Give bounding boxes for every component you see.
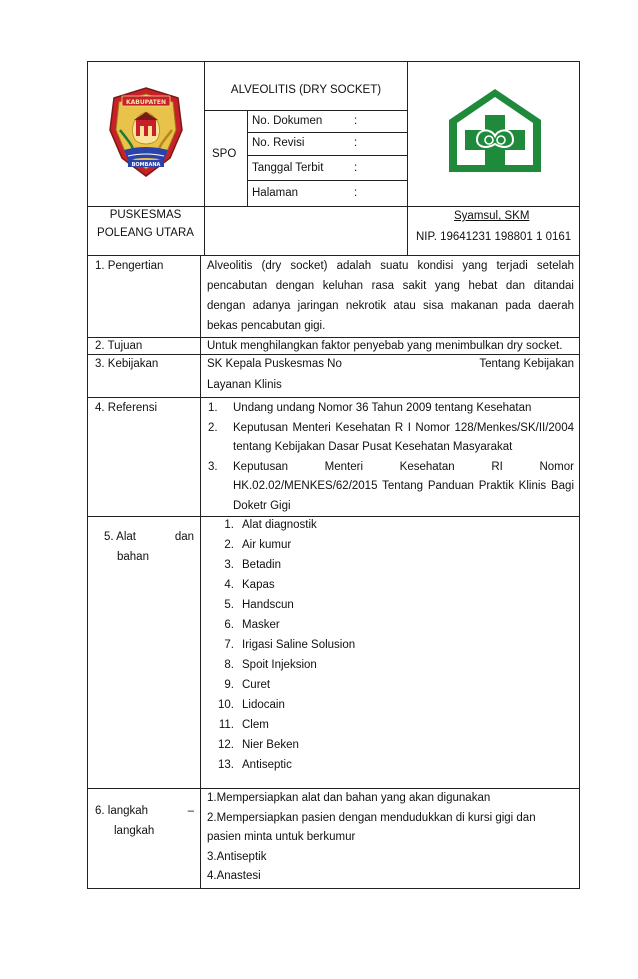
signer-name: Syamsul, SKM <box>454 210 530 222</box>
table-border-right <box>579 61 580 889</box>
alat-item-text: Antiseptic <box>242 759 292 771</box>
alat-item-text: Masker <box>242 619 280 631</box>
referensi-num-3: 3. <box>208 461 218 473</box>
list-item: 12. Nier Beken <box>218 739 299 751</box>
puskesmas-logo <box>445 86 545 176</box>
alat-item-text: Air kumur <box>242 539 292 551</box>
label-referensi: 4. Referensi <box>95 402 158 414</box>
title-divider <box>204 110 408 111</box>
list-item: 5. Handscun <box>224 599 294 611</box>
field-tanggal-terbit-sep: : <box>354 162 358 174</box>
langkah-step-1: 1.Mempersiapkan alat dan bahan yang akan digunakan <box>207 792 491 804</box>
pengertian-line: dengan adanya jaringan nekrotik atau sisa makanan pada daerah <box>207 300 574 312</box>
label-langkah-dash: – <box>187 805 194 817</box>
list-item: 9. Curet <box>224 679 271 691</box>
table-border-bottom <box>87 888 580 889</box>
field-halaman-label: Halaman <box>252 187 299 199</box>
alat-item-text: Alat diagnostik <box>242 519 317 531</box>
alat-item-text: Nier Beken <box>242 739 299 751</box>
field-no-revisi-label: No. Revisi <box>252 137 305 149</box>
langkah-step-4: 4.Anastesi <box>207 870 261 882</box>
list-item: 13. Antiseptic <box>218 759 292 771</box>
table-border-left <box>87 61 88 889</box>
alat-item-text: Kapas <box>242 579 275 591</box>
langkah-step-2: 2.Mempersiapkan pasien dengan mendudukkan di kursi gigi dan <box>207 812 536 824</box>
row-divider-tujuan <box>87 354 580 355</box>
list-item: 6. Masker <box>224 619 280 631</box>
org-name-line2: POLEANG UTARA <box>97 227 194 239</box>
field-halaman-sep: : <box>354 187 358 199</box>
alat-item-text: Irigasi Saline Solusion <box>242 639 356 651</box>
field-divider-2 <box>247 155 408 156</box>
label-tujuan: 2. Tujuan <box>95 340 143 352</box>
alat-item-text: Curet <box>242 679 271 691</box>
field-no-dokumen-label: No. Dokumen <box>252 115 323 127</box>
label-alat-dan: dan <box>174 531 194 543</box>
label-kebijakan: 3. Kebijakan <box>95 358 159 370</box>
alat-item-text: Clem <box>242 719 269 731</box>
logo-bottom-text: BOMBANA <box>131 162 161 168</box>
list-item: 1. Alat diagnostik <box>224 519 317 531</box>
field-divider-3 <box>247 180 408 181</box>
spo-divider <box>247 110 248 206</box>
label-langkah-line2: langkah <box>114 825 155 837</box>
alat-item-text: Lidocain <box>242 699 285 711</box>
pengertian-line: pencabutan dengan keluhan rasa sakit yang hebat dan ditandai <box>207 280 574 292</box>
alat-item-text: Spoit Injeksion <box>242 659 317 671</box>
pengertian-line: Alveolitis (dry socket) adalah suatu kondisi yang terjadi setelah <box>207 260 574 272</box>
kebijakan-layanan-text: Layanan Klinis <box>207 379 282 391</box>
label-bahan: bahan <box>117 551 149 563</box>
logo-banner-text: KABUPATEN <box>126 99 166 106</box>
referensi-num-2: 2. <box>208 422 218 434</box>
kabupaten-bombana-logo <box>106 86 186 178</box>
kebijakan-sk-text: SK Kepala Puskesmas No <box>207 358 342 370</box>
alat-item-text: Betadin <box>242 559 282 571</box>
referensi-item-3-line3: Doketr Gigi <box>233 500 291 512</box>
pengertian-text <box>207 256 574 336</box>
langkah-step-2-cont: pasien minta untuk berkumur <box>207 831 356 843</box>
label-langkah: 6. langkah <box>95 805 149 817</box>
spo-label: SPO <box>212 148 237 160</box>
list-item: 7. Irigasi Saline Solusion <box>224 639 356 651</box>
langkah-step-3: 3.Antiseptik <box>207 851 267 863</box>
field-tanggal-terbit-label: Tanggal Terbit <box>252 162 324 174</box>
signer-nip: NIP. 19641231 198801 1 0161 <box>416 231 572 243</box>
label-pengertian: 1. Pengertian <box>95 260 164 272</box>
referensi-num-1: 1. <box>208 402 218 414</box>
field-no-revisi-sep: : <box>354 137 358 149</box>
referensi-item-2-line1: Keputusan Menteri Kesehatan R I Nomor 128/Menkes/SK/II/2004 <box>233 422 574 434</box>
tujuan-text: Untuk menghilangkan faktor penyebab yang menimbulkan dry socket. <box>207 340 563 352</box>
list-item: 8. Spoit Injeksion <box>224 659 317 671</box>
referensi-item-2-line2: tentang Kebijakan Dasar Pusat Kesehatan Masyarakat <box>233 441 513 453</box>
field-divider-1 <box>247 132 408 133</box>
label-alat: 5. Alat <box>104 531 136 543</box>
kebijakan-tentang-text: Tentang Kebijakan <box>479 358 574 370</box>
row-divider-pengertian <box>87 337 580 338</box>
list-item: 10. Lidocain <box>218 699 285 711</box>
org-name-line1: PUSKESMAS <box>109 209 182 221</box>
list-item: 11. Clem <box>218 719 269 731</box>
pengertian-line: bekas pencabutan gigi. <box>207 320 326 332</box>
header-bottom-divider <box>87 206 580 207</box>
document-title: ALVEOLITIS (DRY SOCKET) <box>230 84 382 96</box>
referensi-item-3-line1: Keputusan Menteri Kesehatan RI Nomor <box>233 461 574 473</box>
list-item: 2. Air kumur <box>224 539 292 551</box>
row-divider-kebijakan <box>87 397 580 398</box>
referensi-item-1: Undang undang Nomor 36 Tahun 2009 tentang Kesehatan <box>233 402 532 414</box>
list-item: 3. Betadin <box>224 559 282 571</box>
table-border-top <box>87 61 580 62</box>
list-item: 4. Kapas <box>224 579 275 591</box>
alat-bahan-list <box>210 515 355 775</box>
referensi-item-3-line2: HK.02.02/MENKES/62/2015 Tentang Panduan Praktik Klinis Bagi <box>233 480 574 492</box>
body-column-divider <box>200 255 201 889</box>
field-no-dokumen-sep: : <box>354 115 358 127</box>
row-divider-alat <box>87 788 580 789</box>
alat-item-text: Handscun <box>242 599 294 611</box>
